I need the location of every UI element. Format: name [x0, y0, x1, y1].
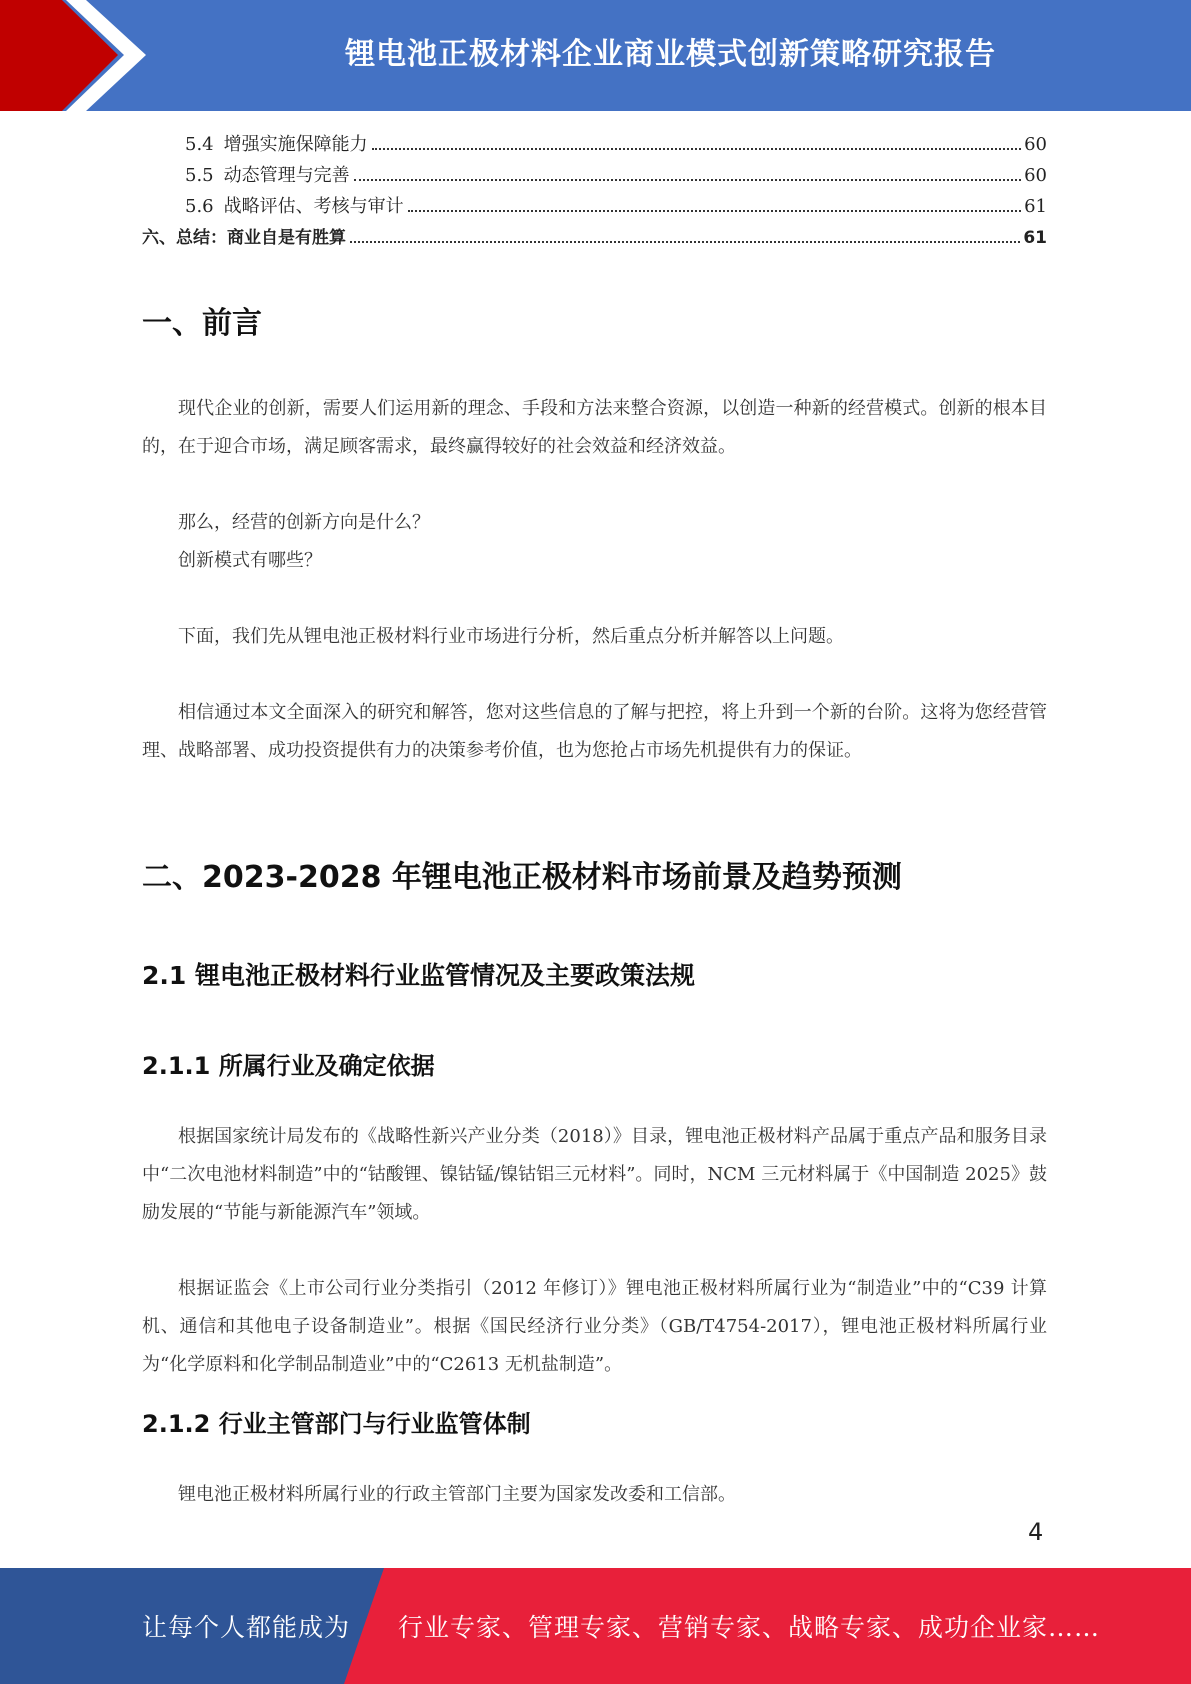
footer-slogan-left: 让每个人都能成为 — [142, 1613, 351, 1642]
paragraph: 相信通过本文全面深入的研究和解答，您对这些信息的了解与把控，将上升到一个新的台阶。这将为您经营管理、战略部署、成功投资提供有力的决策参考价值，也为您抢占市场先机提供有力的保证。 — [142, 702, 1047, 761]
page-number: 4 — [1028, 1518, 1044, 1546]
toc-entry-label: 战略评估、考核与审计 — [223, 196, 404, 217]
header-banner — [0, 0, 1191, 111]
toc-entry-number: 5.4 — [185, 134, 214, 155]
section-heading-2-1: 2.1 锂电池正极材料行业监管情况及主要政策法规 — [142, 961, 695, 990]
toc-entry-page: 61 — [1024, 196, 1047, 217]
table-of-contents — [142, 130, 1047, 254]
paragraph: 下面，我们先从锂电池正极材料行业市场进行分析，然后重点分析并解答以上问题。 — [178, 626, 844, 647]
toc-entry-page: 60 — [1024, 165, 1047, 186]
paragraph: 根据国家统计局发布的《战略性新兴产业分类（2018）》目录，锂电池正极材料产品属于重点产品和服务目录中“二次电池材料制造”中的“钴酸锂、镍钴锰/镍钴铝三元材料”。同时，NCM 三元材料属于《中国制造 2025》鼓励发展的“节能与新能源汽车”领域。 — [142, 1126, 1047, 1223]
toc-entry[interactable] — [142, 192, 1047, 223]
toc-leader-dots — [408, 210, 1021, 212]
section-heading-preface: 一、前言 — [142, 306, 262, 341]
footer-banner — [0, 1568, 1191, 1684]
paragraph-question: 创新模式有哪些？ — [178, 550, 322, 571]
paragraph: 现代企业的创新，需要人们运用新的理念、手段和方法来整合资源，以创造一种新的经营模式。创新的根本目的，在于迎合市场，满足顾客需求，最终赢得较好的社会效益和经济效益。 — [142, 398, 1047, 457]
toc-entry-label: 六、总结：商业自是有胜算 — [142, 228, 346, 248]
section-heading-2-1-1: 2.1.1 所属行业及确定依据 — [142, 1052, 435, 1080]
toc-entry-main[interactable] — [142, 223, 1047, 254]
footer-slogan-right: 行业专家、管理专家、营销专家、战略专家、成功企业家…… — [398, 1613, 1101, 1642]
toc-entry[interactable] — [142, 130, 1047, 161]
section-heading-2-1-2: 2.1.2 行业主管部门与行业监管体制 — [142, 1410, 531, 1438]
toc-entry-label: 动态管理与完善 — [223, 165, 350, 186]
toc-leader-dots — [354, 179, 1021, 181]
paragraph: 锂电池正极材料所属行业的行政主管部门主要为国家发改委和工信部。 — [178, 1484, 736, 1505]
toc-entry-number: 5.5 — [185, 165, 214, 186]
section-heading-chapter-2: 二、2023-2028 年锂电池正极材料市场前景及趋势预测 — [142, 860, 902, 895]
toc-leader-dots — [350, 241, 1020, 243]
toc-leader-dots — [372, 148, 1021, 150]
toc-entry-number: 5.6 — [185, 196, 214, 217]
report-title: 锂电池正极材料企业商业模式创新策略研究报告 — [345, 36, 996, 72]
paragraph-question: 那么，经营的创新方向是什么？ — [178, 512, 430, 533]
toc-entry-label: 增强实施保障能力 — [223, 134, 368, 155]
paragraph: 根据证监会《上市公司行业分类指引（2012 年修订）》锂电池正极材料所属行业为“制造业”中的“C39 计算机、通信和其他电子设备制造业”。根据《国民经济行业分类》（GB/T4754-2017），锂电池正极材料所属行业为“化学原料和化学制品制造业”中的“C2613 无机盐制造”。 — [142, 1278, 1047, 1375]
toc-entry-page: 61 — [1023, 228, 1047, 248]
toc-entry[interactable] — [142, 161, 1047, 192]
toc-entry-page: 60 — [1024, 134, 1047, 155]
header-chevron-decoration — [0, 0, 170, 111]
